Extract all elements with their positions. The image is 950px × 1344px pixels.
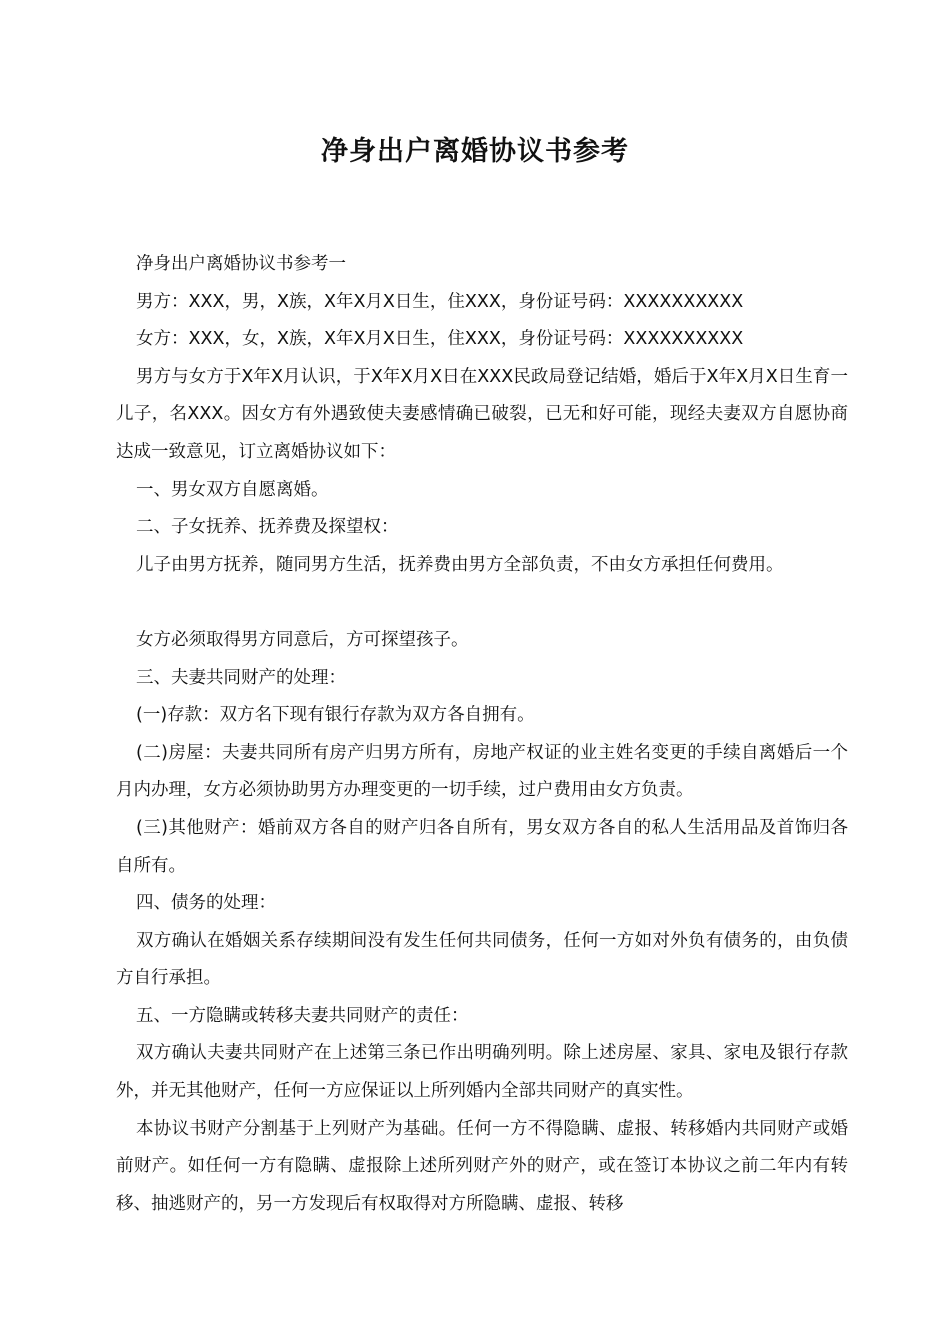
- paragraph-gap: [116, 584, 848, 622]
- document-title: 净身出户离婚协议书参考: [321, 136, 629, 167]
- clause-1: 一、男女双方自愿离婚。: [136, 479, 329, 500]
- document-body: [116, 246, 848, 1223]
- clause-5-liability: 本协议书财产分割基于上列财产为基础。任何一方不得隐瞒、虚报、转移婚内共同财产或婚前财产。如任何一方有隐瞒、虚报除上述所列财产外的财产，或在签订本协议之前二年内有转移、抽逃财产的，另一方发现后有权取得对方所隐瞒、虚报、转移: [116, 1118, 848, 1214]
- clause-4-debt: 双方确认在婚姻关系存续期间没有发生任何共同债务，任何一方如对外负有债务的，由负债方自行承担。: [116, 930, 848, 989]
- clause-3-other-property: (三)其他财产：婚前双方各自的财产归各自所有，男女双方各自的私人生活用品及首饰归各自所有。: [116, 817, 848, 876]
- paragraph-background: 男方与女方于X年X月认识，于X年X月X日在XXX民政局登记结婚，婚后于X年X月X日生育一儿子，名XXX。因女方有外遇致使夫妻感情确已破裂，已无和好可能，现经夫妻双方自愿协商达成一致意见，订立离婚协议如下：: [116, 366, 848, 462]
- clause-3-house: (二)房屋：夫妻共同所有房产归男方所有，房地产权证的业主姓名变更的手续自离婚后一个月内办理，女方必须协助男方办理变更的一切手续，过户费用由女方负责。: [116, 742, 848, 801]
- clause-2-heading: 二、子女抚养、抚养费及探望权：: [136, 517, 399, 538]
- party-female: 女方：XXX，女，X族，X年X月X日生，住XXX，身份证号码：XXXXXXXXXX: [136, 329, 744, 350]
- clause-2-custody: 儿子由男方抚养，随同男方生活，抚养费由男方全部负责，不由女方承担任何费用。: [136, 554, 784, 575]
- clause-4-heading: 四、债务的处理：: [136, 893, 276, 914]
- clause-5-confirmation: 双方确认夫妻共同财产在上述第三条已作出明确列明。除上述房屋、家具、家电及银行存款外，并无其他财产，任何一方应保证以上所列婚内全部共同财产的真实性。: [116, 1043, 848, 1102]
- clause-3-heading: 三、夫妻共同财产的处理：: [136, 667, 346, 688]
- party-male: 男方：XXX，男，X族，X年X月X日生，住XXX，身份证号码：XXXXXXXXXX: [136, 291, 744, 312]
- clause-2-visitation: 女方必须取得男方同意后，方可探望孩子。: [136, 629, 469, 650]
- clause-3-deposit: (一)存款：双方名下现有银行存款为双方各自拥有。: [136, 705, 535, 726]
- section-heading: 净身出户离婚协议书参考一: [136, 254, 346, 274]
- clause-5-heading: 五、一方隐瞒或转移夫妻共同财产的责任：: [136, 1005, 469, 1026]
